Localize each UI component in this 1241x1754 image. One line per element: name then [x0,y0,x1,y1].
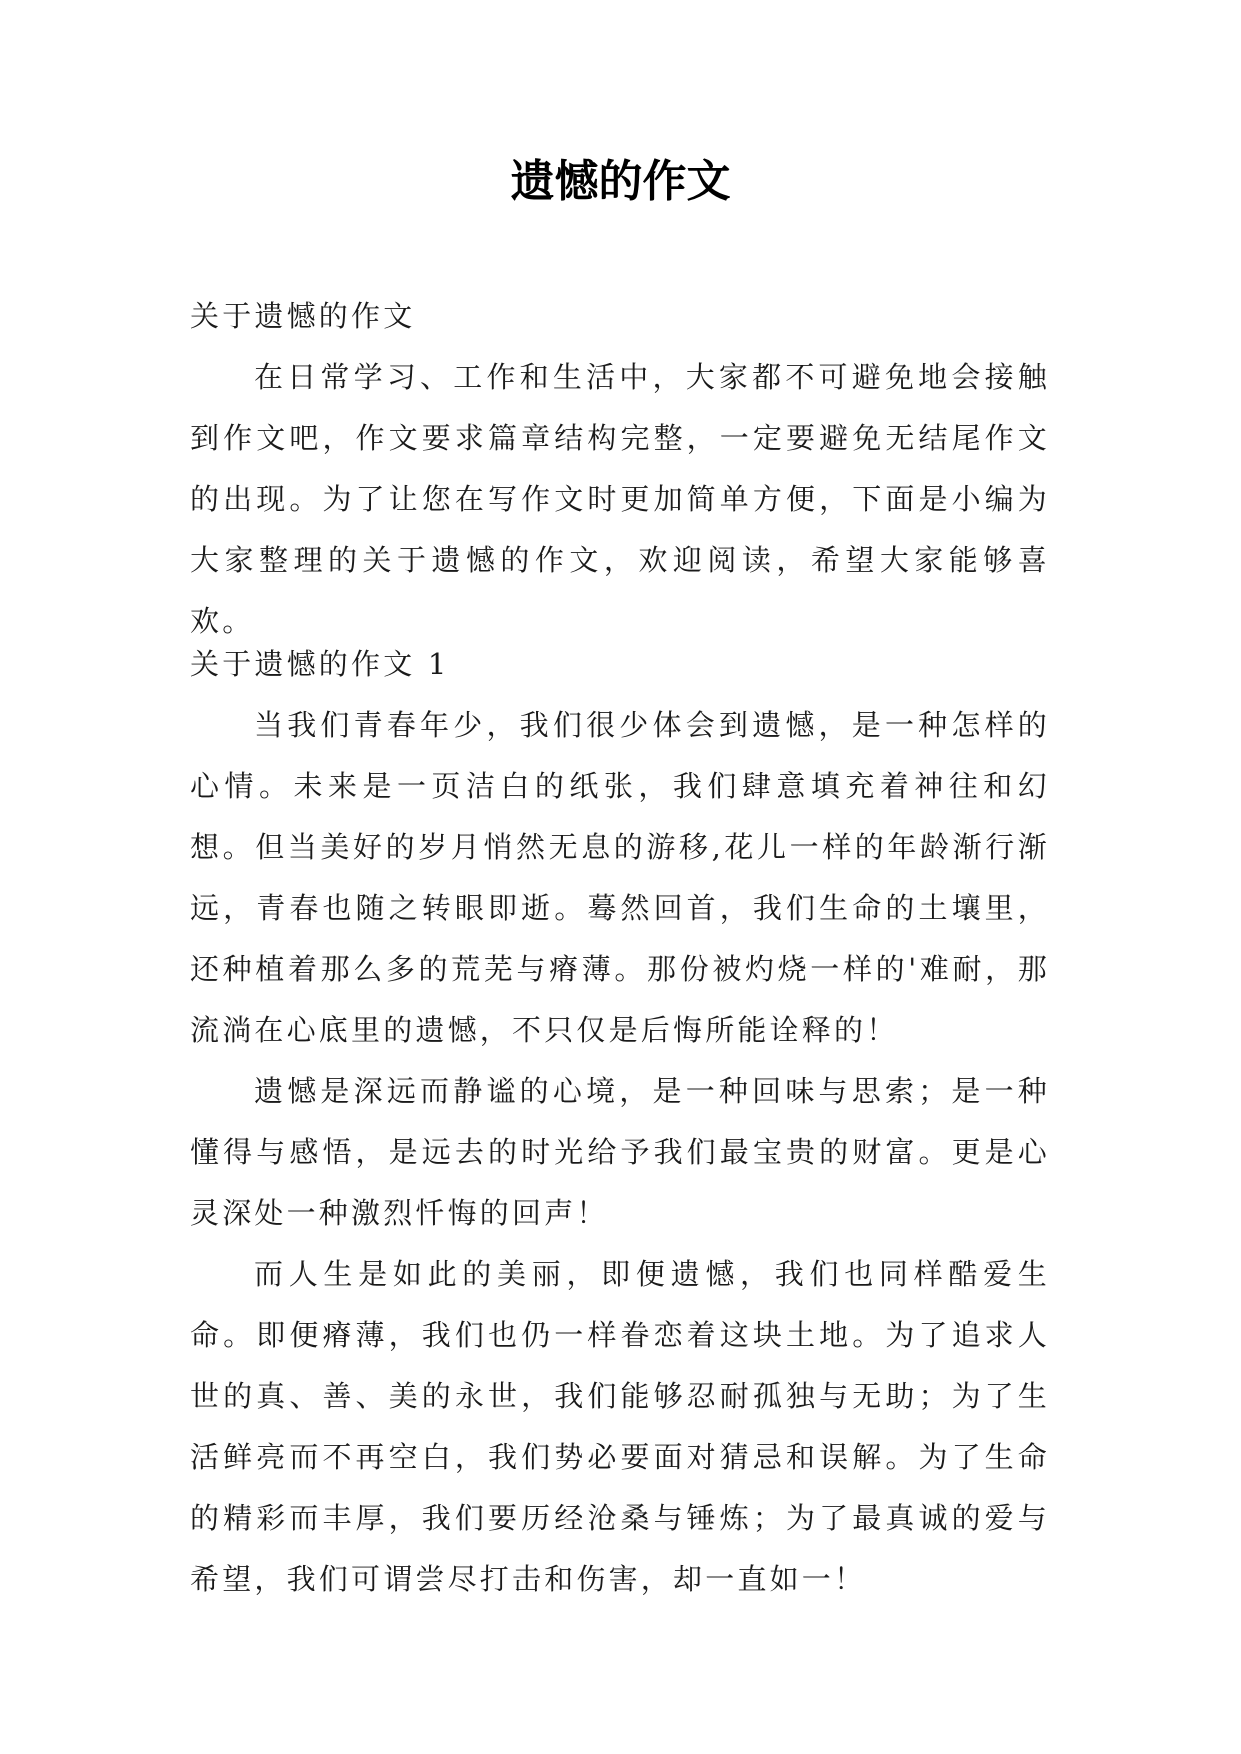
document-title: 遗憾的作文 [510,156,731,207]
intro-heading: 关于遗憾的作文 [190,299,416,333]
section-1-paragraph-2: 遗憾是深远而静谧的心境，是一种回味与思索；是一种懂得与感悟，是远去的时光给予我们最宝贵的财富。更是心灵深处一种激烈忏悔的回声！ [190,1074,1050,1230]
intro-section [190,286,1050,652]
section-1-paragraph-3: 而人生是如此的美丽，即便遗憾，我们也同样酷爱生命。即便瘠薄，我们也仍一样眷恋着这块土地。为了追求人世的真、善、美的永世，我们能够忍耐孤独与无助；为了生活鲜亮而不再空白，我们势必要面对猜忌和误解。为了生命的精彩而丰厚，我们要历经沧桑与锤炼；为了最真诚的爱与希望，我们可谓尝尽打击和伤害，却一直如一！ [190,1257,1050,1596]
intro-paragraph: 在日常学习、工作和生活中，大家都不可避免地会接触到作文吧，作文要求篇章结构完整，一定要避免无结尾作文的出现。为了让您在写作文时更加简单方便，下面是小编为大家整理的关于遗憾的作文，欢迎阅读，希望大家能够喜欢。 [190,360,1050,638]
section-1-heading: 关于遗憾的作文 1 [190,647,450,681]
essay-section-1 [190,634,1050,1610]
section-1-paragraph-1: 当我们青春年少，我们很少体会到遗憾，是一种怎样的心情。未来是一页洁白的纸张，我们肆意填充着神往和幻想。但当美好的岁月悄然无息的游移,花儿一样的年龄渐行渐远，青春也随之转眼即逝。蓦然回首，我们生命的土壤里，还种植着那么多的荒芜与瘠薄。那份被灼烧一样的'难耐，那流淌在心底里的遗憾，不只仅是后悔所能诠释的！ [190,708,1050,1047]
